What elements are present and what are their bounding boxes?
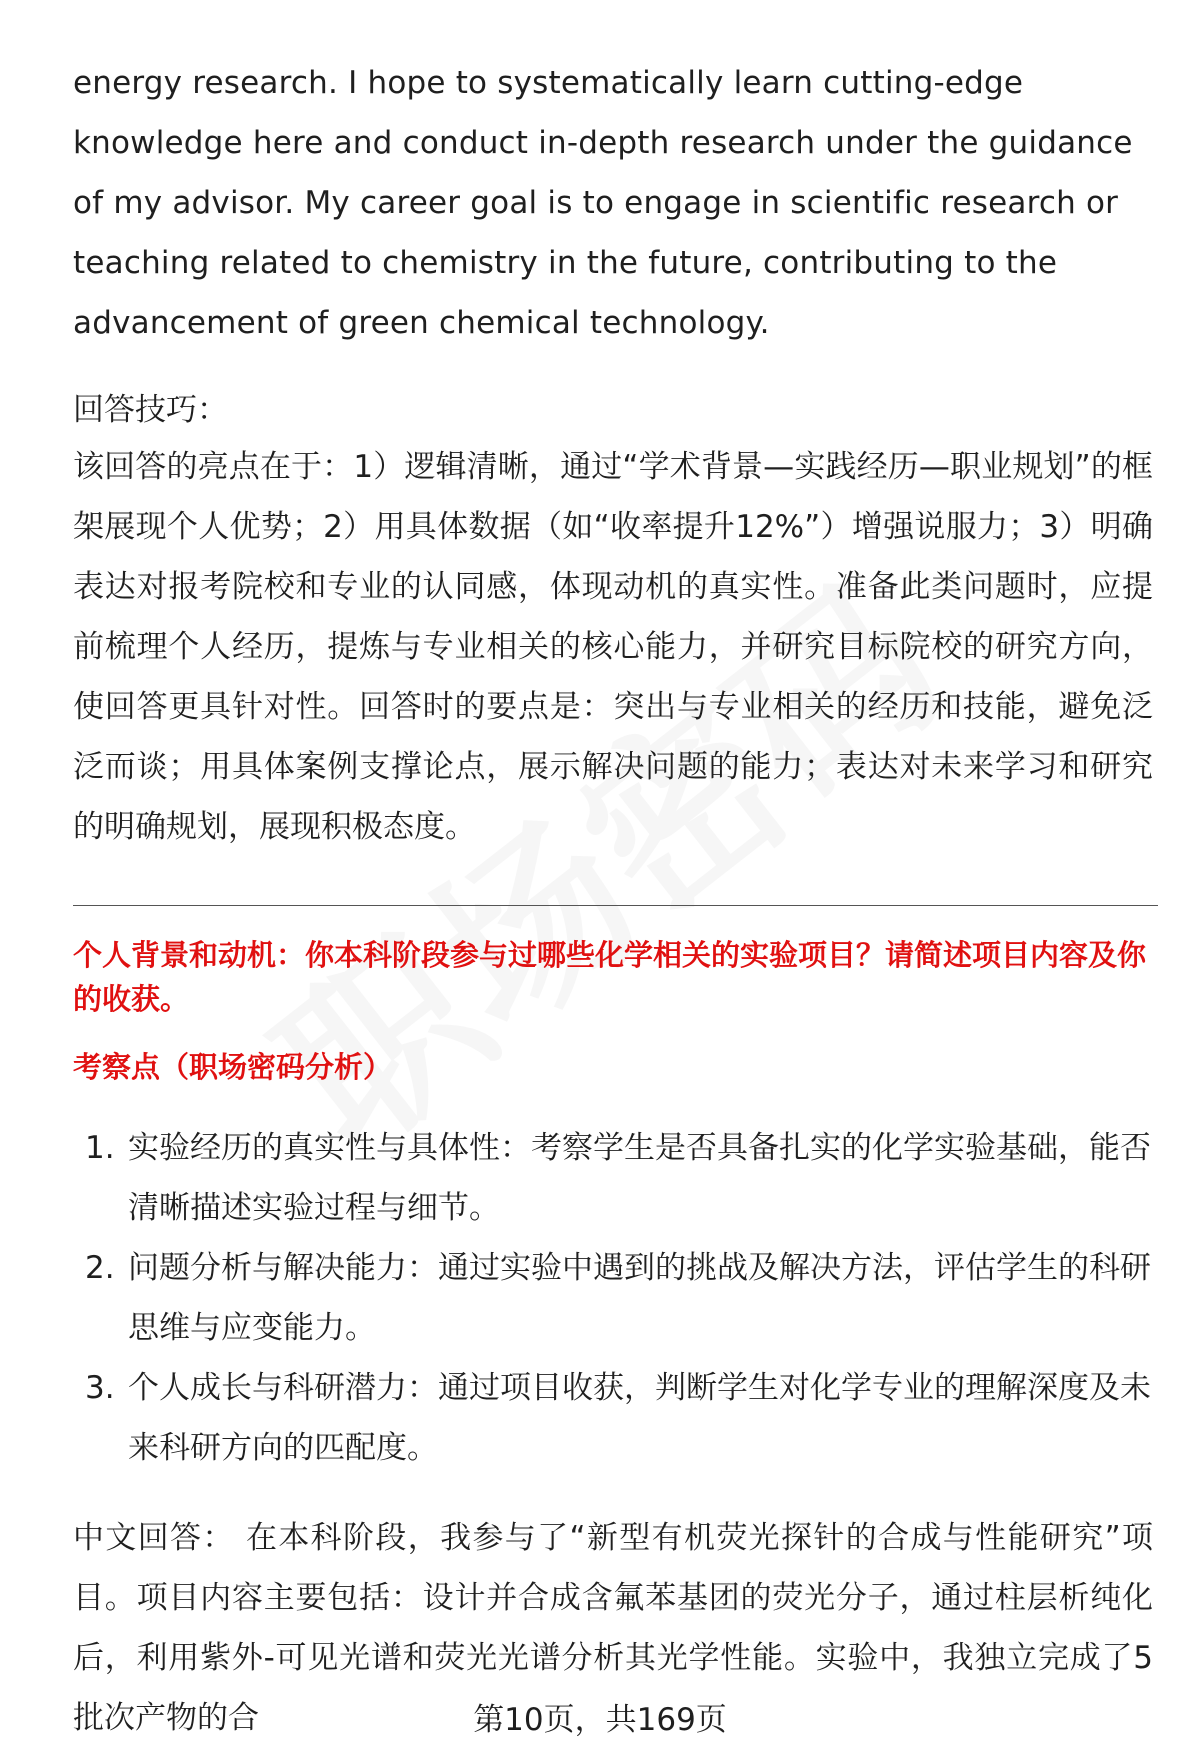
- list-item: [73, 1238, 1153, 1358]
- list-number: 2.: [85, 1250, 115, 1286]
- list-number: 1.: [85, 1130, 115, 1166]
- assessment-heading: 考察点（职场密码分析）: [73, 1050, 393, 1084]
- tips-label: 回答技巧：: [73, 392, 228, 428]
- list-item: [73, 1118, 1153, 1238]
- list-item: [73, 1358, 1153, 1478]
- assessment-points: [73, 1118, 1153, 1478]
- list-item-text: 个人成长与科研潜力：通过项目收获，判断学生对化学专业的理解深度及未来科研方向的匹配度。: [128, 1370, 1151, 1466]
- list-item-text: 实验经历的真实性与具体性：考察学生是否具备扎实的化学实验基础，能否清晰描述实验过程与细节。: [128, 1130, 1151, 1226]
- list-number: 3.: [85, 1370, 115, 1406]
- tips-body: 该回答的亮点在于：1）逻辑清晰，通过“学术背景—实践经历—职业规划”的框架展现个人优势；2）用具体数据（如“收率提升12%”）增强说服力；3）明确表达对报考院校和专业的认同感，体现动机的真实性。准备此类问题时，应提前梳理个人经历，提炼与专业相关的核心能力，并研究目标院校的研究方向，使回答更具针对性。回答时的要点是：突出与专业相关的经历和技能，避免泛泛而谈；用具体案例支撑论点，展示解决问题的能力；表达对未来学习和研究的明确规划，展现积极态度。: [73, 449, 1153, 845]
- question-heading: 个人背景和动机：你本科阶段参与过哪些化学相关的实验项目？请简述项目内容及你的收获。: [73, 938, 1147, 1016]
- section-divider: [73, 905, 1158, 906]
- intro-paragraph: energy research. I hope to systematically learn cutting-edge knowledge here and conduct in-depth research under the guidance of my advisor. My career goal is to engage in scientific research or teaching related to chemistry in the future, contributing to the advancement of green chemical technology.: [73, 65, 1133, 341]
- list-item-text: 问题分析与解决能力：通过实验中遇到的挑战及解决方法，评估学生的科研思维与应变能力。: [128, 1250, 1151, 1346]
- answer-paragraph: 中文回答： 在本科阶段，我参与了“新型有机荧光探针的合成与性能研究”项目。项目内容主要包括：设计并合成含氟苯基团的荧光分子，通过柱层析纯化后，利用紫外-可见光谱和荧光光谱分析其光学性能。实验中，我独立完成了5批次产物的合: [73, 1520, 1153, 1736]
- page-footer: 第10页，共169页: [473, 1702, 727, 1738]
